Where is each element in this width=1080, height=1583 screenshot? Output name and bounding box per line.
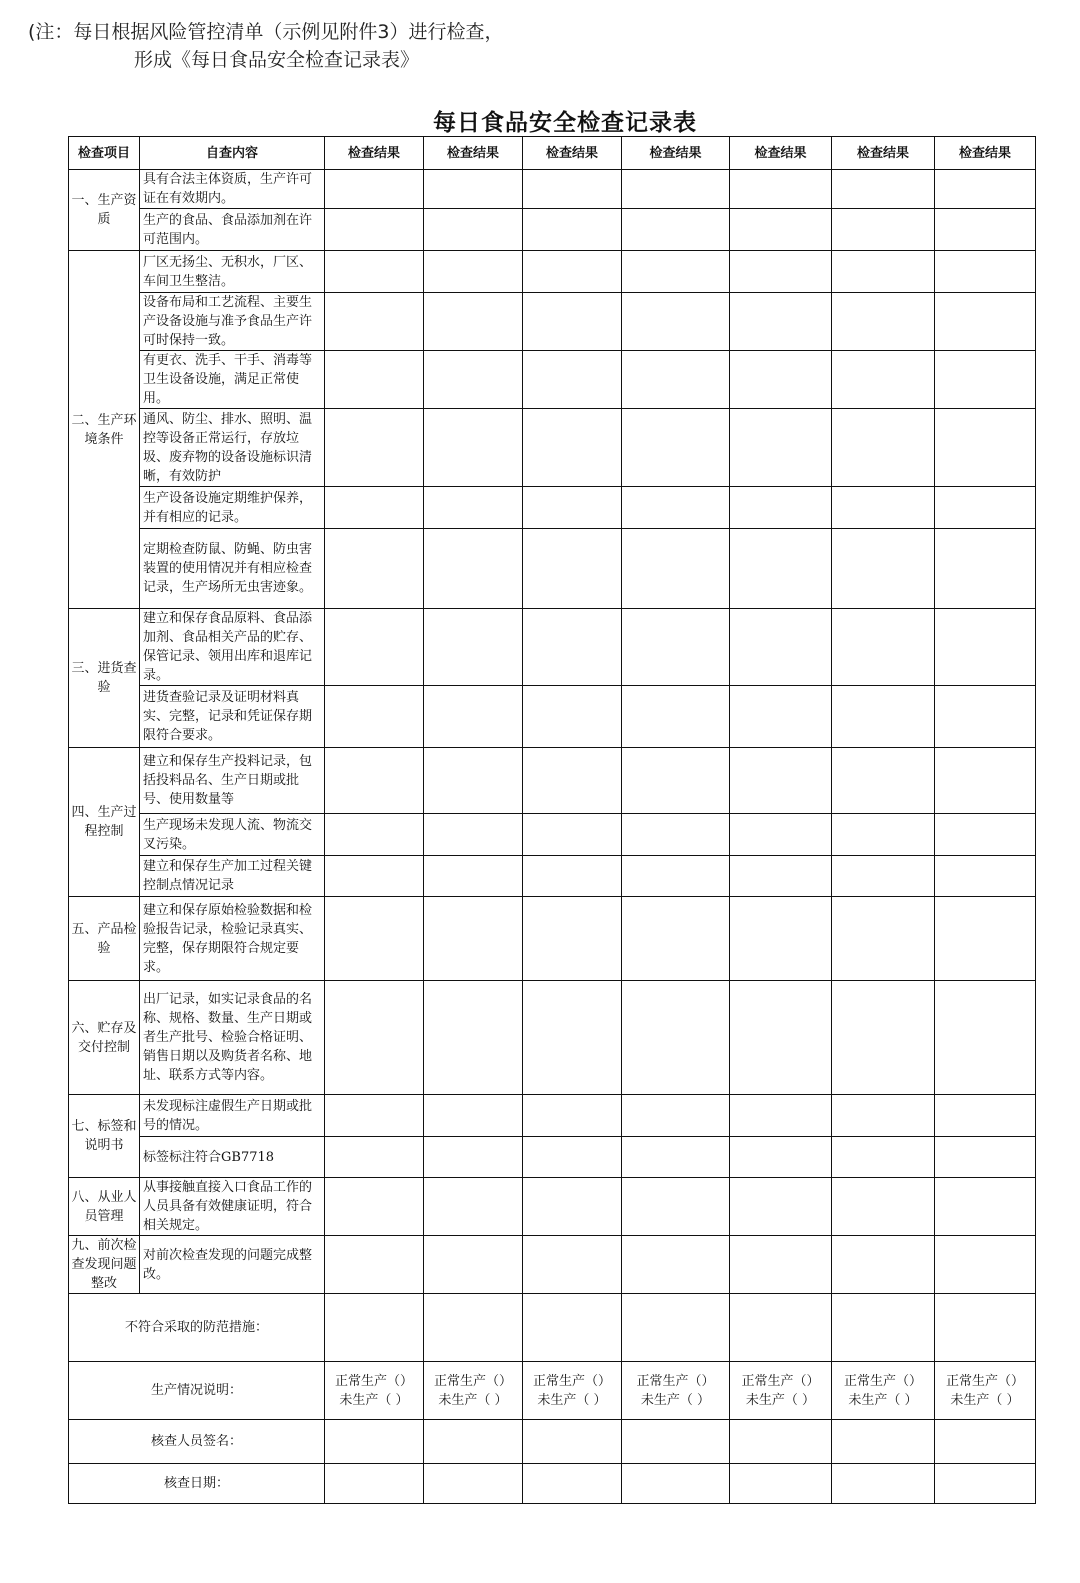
result-cell[interactable] <box>935 856 1036 897</box>
measures-cell[interactable] <box>935 1294 1036 1362</box>
check-item-text: 出厂记录，如实记录食品的名称、规格、数量、生产日期或者生产批号、检验合格证明、销售日期以及购货者名称、地址、联系方式等内容。 <box>140 981 325 1095</box>
result-cell[interactable] <box>935 529 1036 609</box>
production-status-cell[interactable] <box>832 1362 935 1420</box>
signer-row-label: 核查人员签名： <box>69 1420 325 1464</box>
date-cell[interactable] <box>935 1464 1036 1504</box>
result-cell[interactable] <box>325 293 424 351</box>
result-cell[interactable] <box>523 856 622 897</box>
result-cell[interactable] <box>730 686 832 748</box>
result-cell[interactable] <box>523 686 622 748</box>
check-item-text: 有更衣、洗手、干手、消毒等卫生设备设施，满足正常使用。 <box>140 351 325 409</box>
date-cell[interactable] <box>424 1464 523 1504</box>
result-cell[interactable] <box>622 409 730 487</box>
result-cell[interactable] <box>424 1178 523 1236</box>
normal-production-option[interactable]: 正常生产（） <box>741 1373 820 1389</box>
checklist-row <box>69 209 1036 251</box>
result-cell[interactable] <box>622 856 730 897</box>
result-cell[interactable] <box>832 251 935 293</box>
result-cell[interactable] <box>622 981 730 1095</box>
measures-cell[interactable] <box>730 1294 832 1362</box>
result-cell[interactable] <box>424 487 523 529</box>
measures-row <box>69 1294 1036 1362</box>
header-result: 检查结果 <box>622 137 730 170</box>
result-cell[interactable] <box>622 251 730 293</box>
result-cell[interactable] <box>730 814 832 856</box>
instruction-note <box>28 18 504 74</box>
result-cell[interactable] <box>424 209 523 251</box>
result-cell[interactable] <box>424 897 523 981</box>
measures-row-label: 不符合采取的防范措施： <box>69 1294 325 1362</box>
form-title: 每日食品安全检查记录表 <box>433 110 697 136</box>
date-row-label: 核查日期： <box>69 1464 325 1504</box>
signer-cell[interactable] <box>325 1420 424 1464</box>
result-cell[interactable] <box>424 251 523 293</box>
signer-cell[interactable] <box>730 1420 832 1464</box>
result-cell[interactable] <box>622 487 730 529</box>
date-cell[interactable] <box>523 1464 622 1504</box>
category-cell: 九、前次检查发现问题整改 <box>69 1236 140 1294</box>
result-cell[interactable] <box>325 251 424 293</box>
category-cell: 六、贮存及交付控制 <box>69 981 140 1095</box>
result-cell[interactable] <box>730 1236 832 1294</box>
header-content: 自查内容 <box>140 137 325 170</box>
result-cell[interactable] <box>325 487 424 529</box>
result-cell[interactable] <box>730 409 832 487</box>
date-cell[interactable] <box>730 1464 832 1504</box>
result-cell[interactable] <box>523 351 622 409</box>
checklist-row <box>69 251 1036 293</box>
result-cell[interactable] <box>424 409 523 487</box>
category-cell: 三、进货查验 <box>69 609 140 748</box>
checklist-row <box>69 351 1036 409</box>
checklist-row <box>69 748 1036 814</box>
result-cell[interactable] <box>325 814 424 856</box>
result-cell[interactable] <box>424 529 523 609</box>
result-cell[interactable] <box>935 981 1036 1095</box>
checklist-row <box>69 897 1036 981</box>
signer-cell[interactable] <box>622 1420 730 1464</box>
result-cell[interactable] <box>325 351 424 409</box>
not-produced-option[interactable]: 未生产（ ） <box>745 1392 816 1408</box>
normal-production-option[interactable]: 正常生产（） <box>843 1373 922 1389</box>
check-item-text: 具有合法主体资质，生产许可证在有效期内。 <box>140 170 325 209</box>
header-result: 检查结果 <box>523 137 622 170</box>
result-cell[interactable] <box>730 209 832 251</box>
result-cell[interactable] <box>730 170 832 209</box>
result-cell[interactable] <box>935 814 1036 856</box>
normal-production-option[interactable]: 正常生产（） <box>532 1373 611 1389</box>
category-cell: 二、生产环境条件 <box>69 251 140 609</box>
result-cell[interactable] <box>325 1095 424 1137</box>
result-cell[interactable] <box>935 1178 1036 1236</box>
check-item-text: 建立和保存生产投料记录，包括投料品名、生产日期或批号、使用数量等 <box>140 748 325 814</box>
result-cell[interactable] <box>832 209 935 251</box>
header-result: 检查结果 <box>935 137 1036 170</box>
checklist-row <box>69 686 1036 748</box>
result-cell[interactable] <box>523 409 622 487</box>
production-status-cell[interactable] <box>622 1362 730 1420</box>
checklist-row <box>69 1178 1036 1236</box>
result-cell[interactable] <box>935 748 1036 814</box>
signer-row <box>69 1420 1036 1464</box>
signer-cell[interactable] <box>523 1420 622 1464</box>
result-cell[interactable] <box>832 609 935 686</box>
check-item-text: 标签标注符合GB7718 <box>140 1137 325 1178</box>
checklist-row <box>69 1236 1036 1294</box>
result-cell[interactable] <box>832 748 935 814</box>
category-cell: 五、产品检验 <box>69 897 140 981</box>
normal-production-option[interactable]: 正常生产（） <box>945 1373 1024 1389</box>
measures-cell[interactable] <box>832 1294 935 1362</box>
result-cell[interactable] <box>832 487 935 529</box>
result-cell[interactable] <box>325 856 424 897</box>
result-cell[interactable] <box>832 1236 935 1294</box>
result-cell[interactable] <box>622 209 730 251</box>
result-cell[interactable] <box>523 487 622 529</box>
normal-production-option[interactable]: 正常生产（） <box>433 1373 512 1389</box>
check-item-text: 生产的食品、食品添加剂在许可范围内。 <box>140 209 325 251</box>
result-cell[interactable] <box>523 609 622 686</box>
result-cell[interactable] <box>622 1178 730 1236</box>
result-cell[interactable] <box>832 409 935 487</box>
measures-cell[interactable] <box>424 1294 523 1362</box>
result-cell[interactable] <box>730 748 832 814</box>
result-cell[interactable] <box>730 1137 832 1178</box>
production-status-cell[interactable] <box>325 1362 424 1420</box>
result-cell[interactable] <box>935 487 1036 529</box>
result-cell[interactable] <box>424 351 523 409</box>
production-status-cell[interactable] <box>730 1362 832 1420</box>
result-cell[interactable] <box>832 814 935 856</box>
checklist-row <box>69 1095 1036 1137</box>
result-cell[interactable] <box>730 251 832 293</box>
header-result: 检查结果 <box>424 137 523 170</box>
check-item-text: 建立和保存食品原料、食品添加剂、食品相关产品的贮存、保管记录、领用出库和退库记录。 <box>140 609 325 686</box>
result-cell[interactable] <box>424 686 523 748</box>
result-cell[interactable] <box>325 748 424 814</box>
result-cell[interactable] <box>424 1137 523 1178</box>
header-result: 检查结果 <box>325 137 424 170</box>
result-cell[interactable] <box>523 209 622 251</box>
check-item-text: 生产设备设施定期维护保养，并有相应的记录。 <box>140 487 325 529</box>
checklist-row <box>69 529 1036 609</box>
result-cell[interactable] <box>832 981 935 1095</box>
result-cell[interactable] <box>523 1236 622 1294</box>
result-cell[interactable] <box>622 609 730 686</box>
result-cell[interactable] <box>523 814 622 856</box>
result-cell[interactable] <box>730 487 832 529</box>
check-item-text: 定期检查防鼠、防蝇、防虫害装置的使用情况并有相应检查记录，生产场所无虫害迹象。 <box>140 529 325 609</box>
result-cell[interactable] <box>424 609 523 686</box>
date-cell[interactable] <box>832 1464 935 1504</box>
result-cell[interactable] <box>622 170 730 209</box>
result-cell[interactable] <box>730 293 832 351</box>
result-cell[interactable] <box>935 170 1036 209</box>
checklist-row <box>69 856 1036 897</box>
check-item-text: 设备布局和工艺流程、主要生产设备设施与准予食品生产许可时保持一致。 <box>140 293 325 351</box>
result-cell[interactable] <box>325 686 424 748</box>
check-item-text: 建立和保存原始检验数据和检验报告记录，检验记录真实、完整，保存期限符合规定要求。 <box>140 897 325 981</box>
check-item-text: 建立和保存生产加工过程关键控制点情况记录 <box>140 856 325 897</box>
result-cell[interactable] <box>424 856 523 897</box>
measures-cell[interactable] <box>622 1294 730 1362</box>
header-category: 检查项目 <box>69 137 140 170</box>
check-item-text: 对前次检查发现的问题完成整改。 <box>140 1236 325 1294</box>
header-result: 检查结果 <box>832 137 935 170</box>
result-cell[interactable] <box>935 609 1036 686</box>
result-cell[interactable] <box>730 529 832 609</box>
result-cell[interactable] <box>325 1236 424 1294</box>
result-cell[interactable] <box>935 897 1036 981</box>
result-cell[interactable] <box>424 748 523 814</box>
not-produced-option[interactable]: 未生产（ ） <box>438 1392 508 1408</box>
result-cell[interactable] <box>325 529 424 609</box>
result-cell[interactable] <box>523 1137 622 1178</box>
result-cell[interactable] <box>325 1137 424 1178</box>
checklist-row <box>69 487 1036 529</box>
result-cell[interactable] <box>832 1137 935 1178</box>
result-cell[interactable] <box>325 170 424 209</box>
result-cell[interactable] <box>622 1095 730 1137</box>
measures-cell[interactable] <box>523 1294 622 1362</box>
result-cell[interactable] <box>935 1137 1036 1178</box>
checklist-row <box>69 981 1036 1095</box>
result-cell[interactable] <box>622 1137 730 1178</box>
not-produced-option[interactable]: 未生产（ ） <box>950 1392 1020 1408</box>
result-cell[interactable] <box>935 351 1036 409</box>
checklist-row <box>69 814 1036 856</box>
result-cell[interactable] <box>523 529 622 609</box>
result-cell[interactable] <box>622 1236 730 1294</box>
not-produced-option[interactable]: 未生产（ ） <box>537 1392 607 1408</box>
normal-production-option[interactable]: 正常生产（） <box>636 1373 715 1389</box>
result-cell[interactable] <box>832 1178 935 1236</box>
result-cell[interactable] <box>523 981 622 1095</box>
result-cell[interactable] <box>325 1178 424 1236</box>
result-cell[interactable] <box>935 409 1036 487</box>
not-produced-option[interactable]: 未生产（ ） <box>339 1392 409 1408</box>
result-cell[interactable] <box>424 814 523 856</box>
result-cell[interactable] <box>424 1236 523 1294</box>
result-cell[interactable] <box>523 748 622 814</box>
result-cell[interactable] <box>935 1095 1036 1137</box>
result-cell[interactable] <box>935 1236 1036 1294</box>
normal-production-option[interactable]: 正常生产（） <box>334 1373 413 1389</box>
checklist-row <box>69 409 1036 487</box>
result-cell[interactable] <box>730 856 832 897</box>
result-cell[interactable] <box>523 1095 622 1137</box>
result-cell[interactable] <box>325 609 424 686</box>
category-cell: 四、生产过程控制 <box>69 748 140 897</box>
result-cell[interactable] <box>424 170 523 209</box>
header-row <box>69 137 1036 170</box>
result-cell[interactable] <box>832 529 935 609</box>
production-row <box>69 1362 1036 1420</box>
result-cell[interactable] <box>935 686 1036 748</box>
note-line-2: 形成《每日食品安全检查记录表》 <box>134 49 420 71</box>
result-cell[interactable] <box>730 1095 832 1137</box>
production-status-cell[interactable] <box>523 1362 622 1420</box>
result-cell[interactable] <box>832 856 935 897</box>
result-cell[interactable] <box>935 209 1036 251</box>
category-cell: 七、标签和说明书 <box>69 1095 140 1178</box>
checklist-row <box>69 293 1036 351</box>
result-cell[interactable] <box>832 1095 935 1137</box>
category-cell: 八、从业人员管理 <box>69 1178 140 1236</box>
result-cell[interactable] <box>730 351 832 409</box>
result-cell[interactable] <box>523 293 622 351</box>
category-cell: 一、生产资质 <box>69 170 140 251</box>
result-cell[interactable] <box>622 897 730 981</box>
not-produced-option[interactable]: 未生产（ ） <box>848 1392 918 1408</box>
result-cell[interactable] <box>523 170 622 209</box>
result-cell[interactable] <box>832 897 935 981</box>
result-cell[interactable] <box>730 981 832 1095</box>
signer-cell[interactable] <box>832 1420 935 1464</box>
result-cell[interactable] <box>622 351 730 409</box>
result-cell[interactable] <box>424 1095 523 1137</box>
production-status-cell[interactable] <box>424 1362 523 1420</box>
date-cell[interactable] <box>325 1464 424 1504</box>
signer-cell[interactable] <box>935 1420 1036 1464</box>
result-cell[interactable] <box>832 293 935 351</box>
checklist-row <box>69 609 1036 686</box>
result-cell[interactable] <box>730 609 832 686</box>
inspection-record-table <box>68 136 1036 1504</box>
note-line-1: (注：每日根据风险管控清单（示例见附件3）进行检查， <box>28 21 504 43</box>
measures-cell[interactable] <box>325 1294 424 1362</box>
result-cell[interactable] <box>935 251 1036 293</box>
result-cell[interactable] <box>424 293 523 351</box>
result-cell[interactable] <box>832 351 935 409</box>
result-cell[interactable] <box>622 293 730 351</box>
result-cell[interactable] <box>622 686 730 748</box>
result-cell[interactable] <box>325 897 424 981</box>
checklist-row <box>69 1137 1036 1178</box>
result-cell[interactable] <box>325 209 424 251</box>
signer-cell[interactable] <box>424 1420 523 1464</box>
result-cell[interactable] <box>325 409 424 487</box>
result-cell[interactable] <box>832 170 935 209</box>
result-cell[interactable] <box>935 293 1036 351</box>
check-item-text: 生产现场未发现人流、物流交叉污染。 <box>140 814 325 856</box>
result-cell[interactable] <box>622 748 730 814</box>
check-item-text: 未发现标注虚假生产日期或批号的情况。 <box>140 1095 325 1137</box>
result-cell[interactable] <box>523 251 622 293</box>
result-cell[interactable] <box>523 1178 622 1236</box>
not-produced-option[interactable]: 未生产（ ） <box>640 1392 711 1408</box>
result-cell[interactable] <box>730 1178 832 1236</box>
date-row <box>69 1464 1036 1504</box>
result-cell[interactable] <box>325 981 424 1095</box>
result-cell[interactable] <box>832 686 935 748</box>
production-status-cell[interactable] <box>935 1362 1036 1420</box>
check-item-text: 进货查验记录及证明材料真实、完整，记录和凭证保存期限符合要求。 <box>140 686 325 748</box>
result-cell[interactable] <box>730 897 832 981</box>
header-result: 检查结果 <box>730 137 832 170</box>
check-item-text: 厂区无扬尘、无积水，厂区、车间卫生整洁。 <box>140 251 325 293</box>
check-item-text: 从事接触直接入口食品工作的人员具备有效健康证明，符合相关规定。 <box>140 1178 325 1236</box>
production-row-label: 生产情况说明： <box>69 1362 325 1420</box>
date-cell[interactable] <box>622 1464 730 1504</box>
result-cell[interactable] <box>622 529 730 609</box>
result-cell[interactable] <box>523 897 622 981</box>
check-item-text: 通风、防尘、排水、照明、温控等设备正常运行，存放垃圾、废弃物的设备设施标识清晰，有效防护 <box>140 409 325 487</box>
result-cell[interactable] <box>622 814 730 856</box>
result-cell[interactable] <box>424 981 523 1095</box>
checklist-row <box>69 170 1036 209</box>
